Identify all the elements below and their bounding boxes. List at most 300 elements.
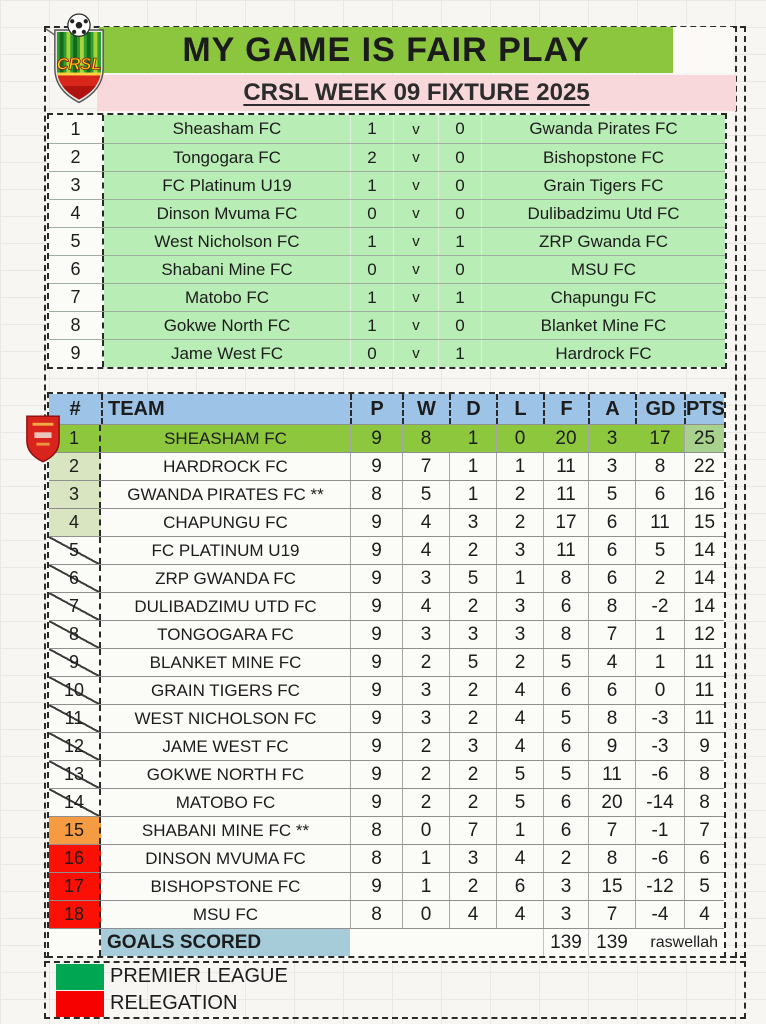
league-goals-against: 8 (588, 705, 635, 732)
league-played: 9 (350, 593, 402, 620)
league-position: 13 (49, 761, 101, 788)
league-played: 9 (350, 677, 402, 704)
league-played: 9 (350, 425, 402, 452)
league-goals-for: 20 (543, 425, 588, 452)
league-played: 8 (350, 481, 402, 508)
league-position: 1 (49, 425, 101, 452)
league-won: 3 (402, 621, 449, 648)
league-column-header: A (588, 394, 635, 424)
league-won: 5 (402, 481, 449, 508)
fixture-home-score: 0 (350, 256, 393, 283)
league-won: 2 (402, 649, 449, 676)
league-team-name: GOKWE NORTH FC (146, 764, 305, 784)
league-row (49, 676, 724, 704)
fixture-row (49, 171, 725, 199)
crsl-logo-text: CRSL (56, 55, 102, 74)
league-lost: 5 (496, 761, 543, 788)
fixture-away-score: 0 (438, 144, 481, 171)
league-lost: 3 (496, 593, 543, 620)
league-row (49, 760, 724, 788)
league-points: 8 (684, 761, 724, 788)
league-goal-difference: -12 (635, 873, 684, 900)
subtitle-banner (97, 75, 736, 111)
league-goals-for: 3 (543, 901, 588, 928)
league-lost: 1 (496, 565, 543, 592)
league-column-header: F (543, 394, 588, 424)
fixture-home-score: 0 (350, 200, 393, 227)
league-played: 9 (350, 453, 402, 480)
fixture-separator: v (393, 172, 438, 199)
league-goals-against: 7 (588, 621, 635, 648)
league-team-name: TONGOGARA FC (157, 624, 294, 644)
league-position: 9 (49, 649, 101, 676)
fixture-away-score: 1 (438, 228, 481, 255)
league-played: 8 (350, 845, 402, 872)
fixture-home-team: Sheasham FC (104, 115, 350, 143)
league-team-name: MATOBO FC (175, 792, 276, 812)
league-column-header: D (449, 394, 496, 424)
league-goals-for: 8 (543, 621, 588, 648)
league-played: 9 (350, 649, 402, 676)
league-goals-for: 17 (543, 509, 588, 536)
league-row (49, 844, 724, 872)
league-column-header: W (402, 394, 449, 424)
league-drawn: 2 (449, 873, 496, 900)
league-lost: 4 (496, 845, 543, 872)
league-lost: 2 (496, 649, 543, 676)
total-goals-against: 139 (588, 929, 635, 956)
fixture-away-team: Dulibadzimu Utd FC (481, 200, 725, 227)
league-position: 2 (49, 453, 101, 480)
fixture-away-score: 1 (438, 340, 481, 367)
league-row (49, 508, 724, 536)
league-lost: 1 (496, 453, 543, 480)
fixture-away-score: 0 (438, 256, 481, 283)
league-row (49, 564, 724, 592)
fixture-row (49, 143, 725, 171)
league-team-name: GRAIN TIGERS FC (151, 680, 300, 700)
fixture-number: 6 (49, 256, 104, 283)
legend-green-swatch (56, 964, 104, 990)
banner-right-fill (672, 27, 733, 73)
legend-box (44, 961, 746, 1019)
league-goal-difference: -14 (635, 789, 684, 816)
fixture-home-team: Shabani Mine FC (104, 256, 350, 283)
league-played: 8 (350, 817, 402, 844)
league-position: 11 (49, 705, 101, 732)
league-goals-against: 6 (588, 509, 635, 536)
fixture-separator: v (393, 312, 438, 339)
page-title: MY GAME IS FAIR PLAY (182, 30, 590, 69)
fixture-away-score: 1 (438, 284, 481, 311)
fixture-separator: v (393, 284, 438, 311)
league-goal-difference: -6 (635, 761, 684, 788)
league-goals-against: 15 (588, 873, 635, 900)
goals-scored-label: GOALS SCORED (101, 929, 350, 956)
league-team-name: DINSON MVUMA FC (145, 848, 306, 868)
league-points: 16 (684, 481, 724, 508)
league-row (49, 648, 724, 676)
fixture-row (49, 311, 725, 339)
league-played: 9 (350, 761, 402, 788)
league-goals-for: 8 (543, 565, 588, 592)
league-goals-for: 5 (543, 649, 588, 676)
league-row (49, 424, 724, 452)
league-row (49, 480, 724, 508)
legend-item (56, 990, 744, 1017)
league-goals-against: 5 (588, 481, 635, 508)
fixture-row (49, 199, 725, 227)
league-goals-for: 6 (543, 593, 588, 620)
league-played: 9 (350, 873, 402, 900)
league-goals-against: 7 (588, 817, 635, 844)
league-table (47, 392, 726, 958)
league-played: 9 (350, 705, 402, 732)
league-won: 7 (402, 453, 449, 480)
league-team-name: CHAPUNGU FC (163, 512, 288, 532)
fixture-away-team: MSU FC (481, 256, 725, 283)
league-goals-against: 6 (588, 537, 635, 564)
fixture-home-score: 2 (350, 144, 393, 171)
fixture-away-team: Chapungu FC (481, 284, 725, 311)
page-break-line (735, 26, 737, 958)
league-position: 4 (49, 509, 101, 536)
league-goal-difference: 5 (635, 537, 684, 564)
league-goal-difference: -3 (635, 733, 684, 760)
fixture-separator: v (393, 256, 438, 283)
fixture-home-team: Jame West FC (104, 340, 350, 367)
league-position: 10 (49, 677, 101, 704)
league-lost: 0 (496, 425, 543, 452)
fixture-away-score: 0 (438, 200, 481, 227)
league-goal-difference: 2 (635, 565, 684, 592)
fixture-away-score: 0 (438, 172, 481, 199)
league-goals-against: 11 (588, 761, 635, 788)
league-drawn: 5 (449, 565, 496, 592)
fixture-home-team: FC Platinum U19 (104, 172, 350, 199)
league-team-name: ZRP GWANDA FC (155, 568, 296, 588)
league-lost: 4 (496, 733, 543, 760)
league-goals-for: 6 (543, 817, 588, 844)
fixture-separator: v (393, 144, 438, 171)
legend-label: RELEGATION (110, 992, 238, 1014)
league-goals-for: 11 (543, 537, 588, 564)
league-team-name: BLANKET MINE FC (149, 652, 302, 672)
league-lost: 3 (496, 537, 543, 564)
league-played: 8 (350, 901, 402, 928)
league-played: 9 (350, 565, 402, 592)
league-team-name: JAME WEST FC (162, 736, 289, 756)
league-row (49, 816, 724, 844)
league-goals-for: 6 (543, 677, 588, 704)
mini-crest-icon (24, 411, 62, 465)
league-goals-for: 11 (543, 453, 588, 480)
league-won: 3 (402, 565, 449, 592)
league-goals-for: 6 (543, 733, 588, 760)
league-drawn: 5 (449, 649, 496, 676)
league-lost: 4 (496, 705, 543, 732)
fixture-away-team: Hardrock FC (481, 340, 725, 367)
fixture-number: 9 (49, 340, 104, 367)
league-goal-difference: 11 (635, 509, 684, 536)
fixture-home-score: 0 (350, 340, 393, 367)
league-position: 16 (49, 845, 101, 872)
fixture-separator: v (393, 200, 438, 227)
league-drawn: 3 (449, 509, 496, 536)
league-drawn: 3 (449, 733, 496, 760)
league-points: 15 (684, 509, 724, 536)
league-row (49, 452, 724, 480)
league-lost: 3 (496, 621, 543, 648)
league-lost: 4 (496, 901, 543, 928)
league-goal-difference: 6 (635, 481, 684, 508)
league-position: 18 (49, 901, 101, 928)
league-played: 9 (350, 733, 402, 760)
league-goals-for: 5 (543, 705, 588, 732)
fixture-home-team: Tongogara FC (104, 144, 350, 171)
fixture-away-score: 0 (438, 312, 481, 339)
league-team-name: SHABANI MINE FC ** (141, 820, 310, 840)
league-drawn: 2 (449, 593, 496, 620)
fixture-number: 1 (49, 115, 104, 143)
league-points: 11 (684, 649, 724, 676)
league-won: 4 (402, 537, 449, 564)
league-row (49, 592, 724, 620)
fixture-away-team: Gwanda Pirates FC (481, 115, 725, 143)
league-row (49, 732, 724, 760)
title-banner (99, 27, 673, 73)
league-goal-difference: 17 (635, 425, 684, 452)
fixtures-table-body (49, 115, 725, 367)
league-goal-difference: 8 (635, 453, 684, 480)
league-played: 9 (350, 537, 402, 564)
league-goals-for: 11 (543, 481, 588, 508)
fixture-home-score: 1 (350, 115, 393, 143)
league-drawn: 4 (449, 901, 496, 928)
fixture-home-team: Dinson Mvuma FC (104, 200, 350, 227)
league-won: 2 (402, 789, 449, 816)
legend-red-swatch (56, 991, 104, 1017)
league-goals-against: 7 (588, 901, 635, 928)
league-points: 12 (684, 621, 724, 648)
league-row (49, 900, 724, 928)
league-won: 2 (402, 761, 449, 788)
league-drawn: 1 (449, 481, 496, 508)
league-won: 4 (402, 593, 449, 620)
league-row (49, 620, 724, 648)
league-goal-difference: -2 (635, 593, 684, 620)
league-goal-difference: 1 (635, 649, 684, 676)
league-goals-for: 3 (543, 873, 588, 900)
league-goal-difference: -4 (635, 901, 684, 928)
league-lost: 6 (496, 873, 543, 900)
league-won: 4 (402, 509, 449, 536)
league-points: 22 (684, 453, 724, 480)
fixture-separator: v (393, 340, 438, 367)
league-team-name: FC PLATINUM U19 (151, 540, 300, 560)
league-lost: 4 (496, 677, 543, 704)
fixture-row (49, 255, 725, 283)
league-won: 3 (402, 705, 449, 732)
legend-label: PREMIER LEAGUE (110, 965, 288, 987)
league-points: 14 (684, 565, 724, 592)
league-won: 0 (402, 817, 449, 844)
league-won: 1 (402, 873, 449, 900)
fixture-week-title: CRSL WEEK 09 FIXTURE 2025 (243, 79, 590, 106)
league-position: 8 (49, 621, 101, 648)
league-position: 12 (49, 733, 101, 760)
league-table-body (49, 424, 724, 928)
league-drawn: 3 (449, 845, 496, 872)
fixture-away-score: 0 (438, 115, 481, 143)
league-team-name: HARDROCK FC (163, 456, 288, 476)
league-goal-difference: 0 (635, 677, 684, 704)
league-goals-against: 3 (588, 425, 635, 452)
league-column-header: P (350, 394, 402, 424)
crsl-logo-icon (50, 12, 108, 106)
league-points: 14 (684, 593, 724, 620)
league-row (49, 704, 724, 732)
league-column-header: TEAM (101, 394, 350, 424)
league-drawn: 1 (449, 425, 496, 452)
fixture-away-team: ZRP Gwanda FC (481, 228, 725, 255)
league-won: 2 (402, 733, 449, 760)
league-goals-against: 8 (588, 593, 635, 620)
league-goals-against: 3 (588, 453, 635, 480)
legend-item (56, 963, 744, 990)
league-lost: 5 (496, 789, 543, 816)
league-position: 15 (49, 817, 101, 844)
league-points: 8 (684, 789, 724, 816)
league-column-header: # (69, 397, 81, 420)
league-column-header: PTS (684, 394, 725, 424)
fixture-row (49, 283, 725, 311)
league-drawn: 2 (449, 537, 496, 564)
league-points: 9 (684, 733, 724, 760)
league-points: 25 (684, 425, 724, 452)
league-goal-difference: -3 (635, 705, 684, 732)
league-points: 6 (684, 845, 724, 872)
fixture-separator: v (393, 115, 438, 143)
fixture-separator: v (393, 228, 438, 255)
league-drawn: 2 (449, 705, 496, 732)
fixture-home-team: West Nicholson FC (104, 228, 350, 255)
league-goals-for: 6 (543, 789, 588, 816)
league-goals-against: 20 (588, 789, 635, 816)
league-goals-against: 8 (588, 845, 635, 872)
league-team-name: WEST NICHOLSON FC (134, 708, 317, 728)
league-team-name: DULIBADZIMU UTD FC (134, 596, 317, 616)
league-drawn: 2 (449, 789, 496, 816)
league-position: 3 (49, 481, 101, 508)
league-lost: 2 (496, 509, 543, 536)
league-goal-difference: -1 (635, 817, 684, 844)
league-team-name: MSU FC (192, 904, 259, 924)
league-row (49, 536, 724, 564)
league-drawn: 3 (449, 621, 496, 648)
fixture-number: 4 (49, 200, 104, 227)
league-won: 3 (402, 677, 449, 704)
legend-items (46, 963, 744, 1017)
league-played: 9 (350, 509, 402, 536)
league-goals-against: 9 (588, 733, 635, 760)
fixture-home-score: 1 (350, 284, 393, 311)
league-row (49, 788, 724, 816)
goals-scored-row (49, 928, 724, 956)
league-goals-against: 6 (588, 677, 635, 704)
league-position: 7 (49, 593, 101, 620)
league-drawn: 2 (449, 677, 496, 704)
league-lost: 2 (496, 481, 543, 508)
goals-row-gap (350, 929, 543, 956)
league-row (49, 872, 724, 900)
league-points: 11 (684, 677, 724, 704)
league-points: 14 (684, 537, 724, 564)
credit-text: raswellah (650, 933, 718, 951)
league-points: 5 (684, 873, 724, 900)
league-goals-against: 6 (588, 565, 635, 592)
league-header-row (49, 394, 724, 424)
league-played: 9 (350, 621, 402, 648)
league-position: 17 (49, 873, 101, 900)
league-position: 6 (49, 565, 101, 592)
league-team-name: GWANDA PIRATES FC ** (127, 484, 324, 504)
fixture-number: 2 (49, 144, 104, 171)
fixture-away-team: Bishopstone FC (481, 144, 725, 171)
fixture-row (49, 227, 725, 255)
fixture-away-team: Grain Tigers FC (481, 172, 725, 199)
league-points: 11 (684, 705, 724, 732)
fixtures-table (47, 113, 727, 369)
league-goals-for: 5 (543, 761, 588, 788)
fixture-away-team: Blanket Mine FC (481, 312, 725, 339)
league-lost: 1 (496, 817, 543, 844)
league-goal-difference: -6 (635, 845, 684, 872)
league-played: 9 (350, 789, 402, 816)
league-column-header: L (496, 394, 543, 424)
league-column-header: GD (635, 394, 684, 424)
league-drawn: 2 (449, 761, 496, 788)
league-drawn: 1 (449, 453, 496, 480)
league-won: 1 (402, 845, 449, 872)
fixture-row (49, 339, 725, 367)
league-goals-for: 2 (543, 845, 588, 872)
fixture-home-score: 1 (350, 172, 393, 199)
fixture-number: 3 (49, 172, 104, 199)
league-drawn: 7 (449, 817, 496, 844)
league-position: 14 (49, 789, 101, 816)
fixture-home-score: 1 (350, 312, 393, 339)
total-goals-for: 139 (543, 929, 588, 956)
league-won: 8 (402, 425, 449, 452)
fixture-home-team: Gokwe North FC (104, 312, 350, 339)
league-points: 7 (684, 817, 724, 844)
fixture-home-team: Matobo FC (104, 284, 350, 311)
fixture-row (49, 115, 725, 143)
league-team-name: SHEASHAM FC (101, 425, 350, 452)
league-won: 0 (402, 901, 449, 928)
league-points: 4 (684, 901, 724, 928)
goals-row-spacer (49, 929, 101, 956)
fixture-number: 8 (49, 312, 104, 339)
league-team-name: BISHOPSTONE FC (150, 876, 301, 896)
fixture-home-score: 1 (350, 228, 393, 255)
fixture-number: 5 (49, 228, 104, 255)
league-goals-against: 4 (588, 649, 635, 676)
fixture-number: 7 (49, 284, 104, 311)
league-position: 5 (49, 537, 101, 564)
league-goal-difference: 1 (635, 621, 684, 648)
